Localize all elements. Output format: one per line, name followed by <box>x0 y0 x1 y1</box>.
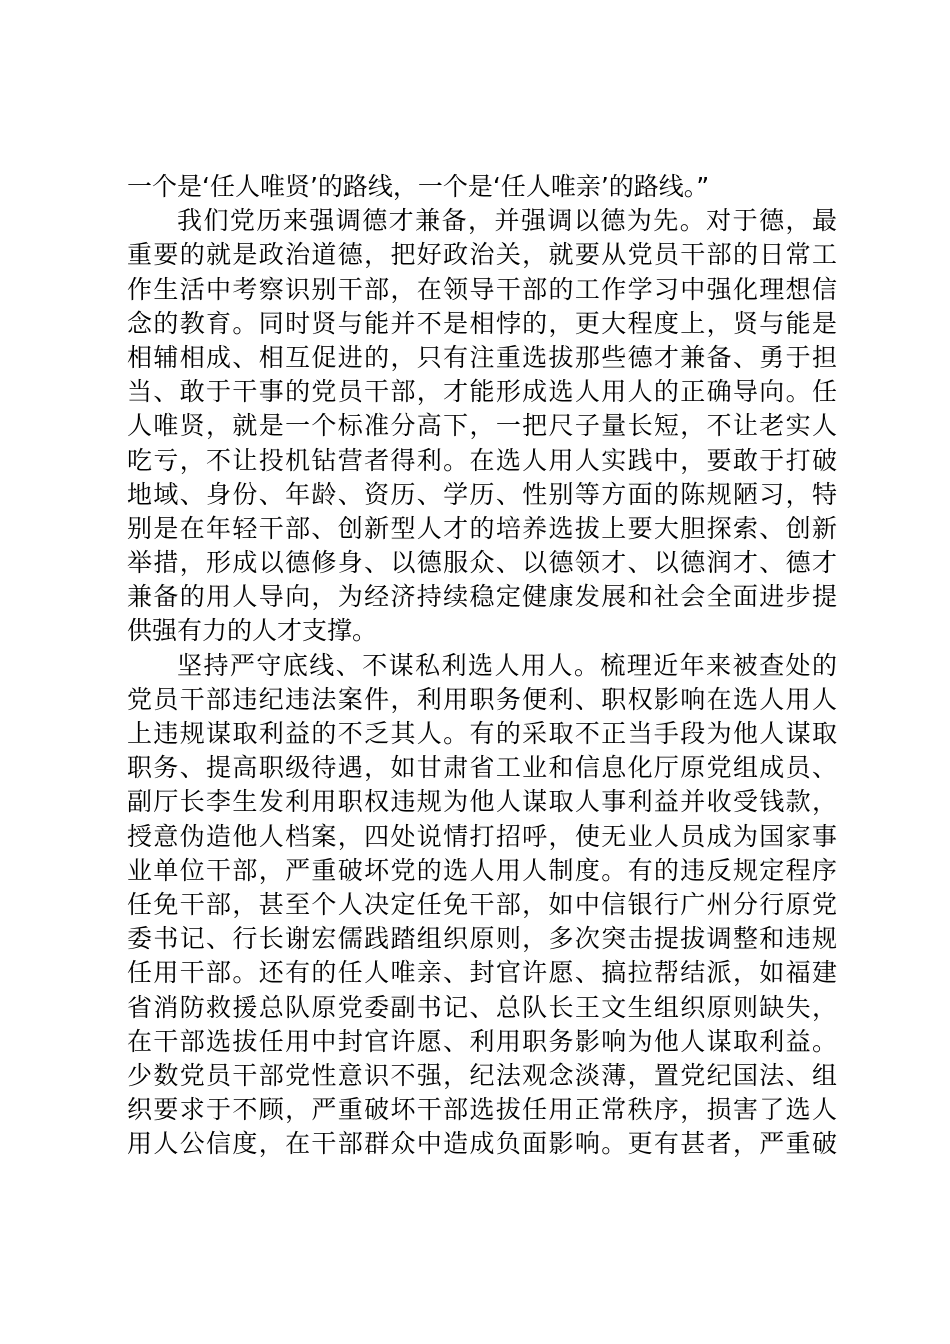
text-line: 当、敢于干事的党员干部，才能形成选人用人的正确导向。任 <box>127 377 837 407</box>
text-line: 地域、身份、年龄、资历、学历、性别等方面的陈规陋习，特 <box>127 479 837 509</box>
text-line: 副厅长李生发利用职权违规为他人谋取人事利益并收受钱款， <box>127 787 837 817</box>
text-line: 任免干部，甚至个人决定任免干部，如中信银行广州分行原党 <box>127 889 837 919</box>
text-line: 织要求于不顾，严重破坏干部选拔任用正常秩序，损害了选人 <box>127 1095 837 1125</box>
text-line: 一个是‘任人唯贤’的路线，一个是‘任人唯亲’的路线。” <box>127 172 710 201</box>
text-line: 委书记、行长谢宏儒践踏组织原则，多次突击提拔调整和违规 <box>127 924 837 954</box>
text-line: 党员干部违纪违法案件，利用职务便利、职权影响在选人用人 <box>127 684 837 714</box>
text-line: 兼备的用人导向，为经济持续稳定健康发展和社会全面进步提 <box>127 582 837 612</box>
text-line: 人唯贤，就是一个标准分高下，一把尺子量长短，不让老实人 <box>127 411 837 441</box>
text-line: 吃亏，不让投机钻营者得利。在选人用人实践中，要敢于打破 <box>127 445 837 475</box>
text-line: 省消防救援总队原党委副书记、总队长王文生组织原则缺失， <box>127 992 837 1022</box>
text-line: 在干部选拔任用中封官许愿、利用职务影响为他人谋取利益。 <box>127 1026 837 1056</box>
paragraph-last-line: 供强有力的人才支撑。 <box>127 616 378 646</box>
text-line: 职务、提高职级待遇，如甘肃省工业和信息化厅原党组成员、 <box>127 753 837 783</box>
text-line: 业单位干部，严重破坏党的选人用人制度。有的违反规定程序 <box>127 855 837 885</box>
paragraph-first-line: 我们党历来强调德才兼备，并强调以德为先。对于德，最 <box>177 206 837 236</box>
text-line: 重要的就是政治道德，把好政治关，就要从党员干部的日常工 <box>127 240 837 270</box>
paragraph-first-line: 坚持严守底线、不谋私利选人用人。梳理近年来被查处的 <box>177 650 837 680</box>
text-line: 别是在年轻干部、创新型人才的培养选拔上要大胆探索、创新 <box>127 513 837 543</box>
text-line: 念的教育。同时贤与能并不是相悖的，更大程度上，贤与能是 <box>127 308 837 338</box>
body-text <box>127 170 837 1161</box>
text-line: 少数党员干部党性意识不强，纪法观念淡薄，置党纪国法、组 <box>127 1060 837 1090</box>
text-line: 作生活中考察识别干部，在领导干部的工作学习中强化理想信 <box>127 274 837 304</box>
text-line: 任用干部。还有的任人唯亲、封官许愿、搞拉帮结派，如福建 <box>127 958 837 988</box>
text-line: 用人公信度，在干部群众中造成负面影响。更有甚者，严重破 <box>127 1129 837 1159</box>
text-line: 相辅相成、相互促进的，只有注重选拔那些德才兼备、勇于担 <box>127 342 837 372</box>
text-line: 上违规谋取利益的不乏其人。有的采取不正当手段为他人谋取 <box>127 719 837 748</box>
text-line: 举措，形成以德修身、以德服众、以德领才、以德润才、德才 <box>127 548 837 578</box>
text-line: 授意伪造他人档案，四处说情打招呼，使无业人员成为国家事 <box>127 821 837 851</box>
